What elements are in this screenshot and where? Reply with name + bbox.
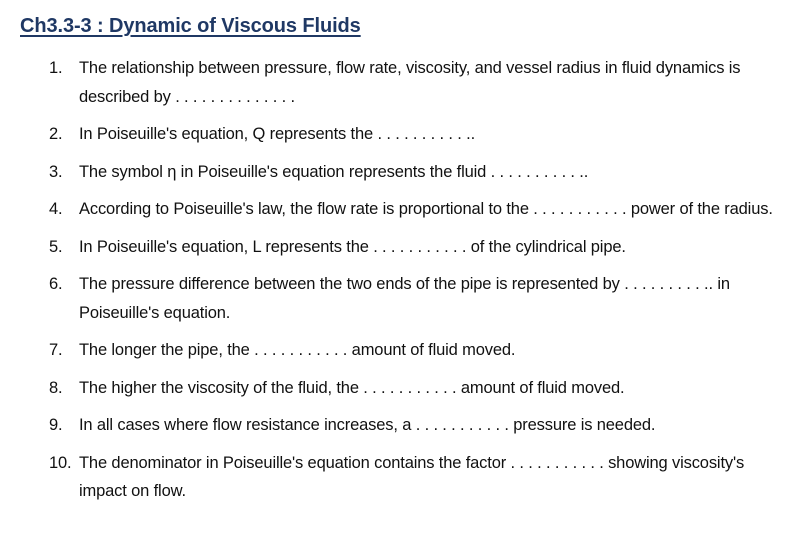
question-item-4 <box>20 195 784 224</box>
question-item-5 <box>20 233 784 262</box>
question-text: The relationship between pressure, flow rate, viscosity, and vessel radius in fluid dynamics is described by . . . . . . . . . . . . . . <box>79 59 741 106</box>
question-number: 4. <box>49 200 63 218</box>
question-item-3 <box>20 158 784 187</box>
question-item-6 <box>20 270 784 327</box>
question-item-10 <box>20 449 784 506</box>
question-text: According to Poiseuille's law, the flow rate is proportional to the . . . . . . . . . . . power of the radius. <box>79 200 773 218</box>
question-number: 1. <box>49 59 63 77</box>
question-number: 6. <box>49 275 63 293</box>
question-number: 2. <box>49 125 63 143</box>
page-title: Ch3.3-3 : Dynamic of Viscous Fluids <box>20 15 361 37</box>
question-number: 10. <box>49 453 72 472</box>
question-item-9 <box>20 411 784 440</box>
question-number: 3. <box>49 162 63 181</box>
question-list <box>20 54 784 506</box>
question-text: In Poiseuille's equation, Q represents the . . . . . . . . . . .. <box>79 125 476 143</box>
question-text: In Poiseuille's equation, L represents the . . . . . . . . . . . of the cylindrical pipe. <box>79 237 626 256</box>
question-number: 5. <box>49 237 63 256</box>
question-text: The pressure difference between the two ends of the pipe is represented by . . . . . . . . . .. in Poiseuille's equation. <box>79 275 730 322</box>
question-text: The denominator in Poiseuille's equation contains the factor . . . . . . . . . . . showing viscosity's impact on flow. <box>79 453 745 500</box>
question-text: The symbol η in Poiseuille's equation represents the fluid . . . . . . . . . . .. <box>79 162 589 181</box>
question-number: 8. <box>49 378 63 397</box>
question-number: 7. <box>49 341 63 359</box>
question-text: The higher the viscosity of the fluid, the . . . . . . . . . . . amount of fluid moved. <box>79 378 625 397</box>
question-number: 9. <box>49 416 63 434</box>
question-item-8 <box>20 374 784 403</box>
question-text: The longer the pipe, the . . . . . . . . . . . amount of fluid moved. <box>79 341 516 359</box>
question-item-2 <box>20 120 784 149</box>
question-item-1 <box>20 54 784 111</box>
question-text: In all cases where flow resistance increases, a . . . . . . . . . . . pressure is needed. <box>79 416 656 434</box>
question-item-7 <box>20 336 784 365</box>
